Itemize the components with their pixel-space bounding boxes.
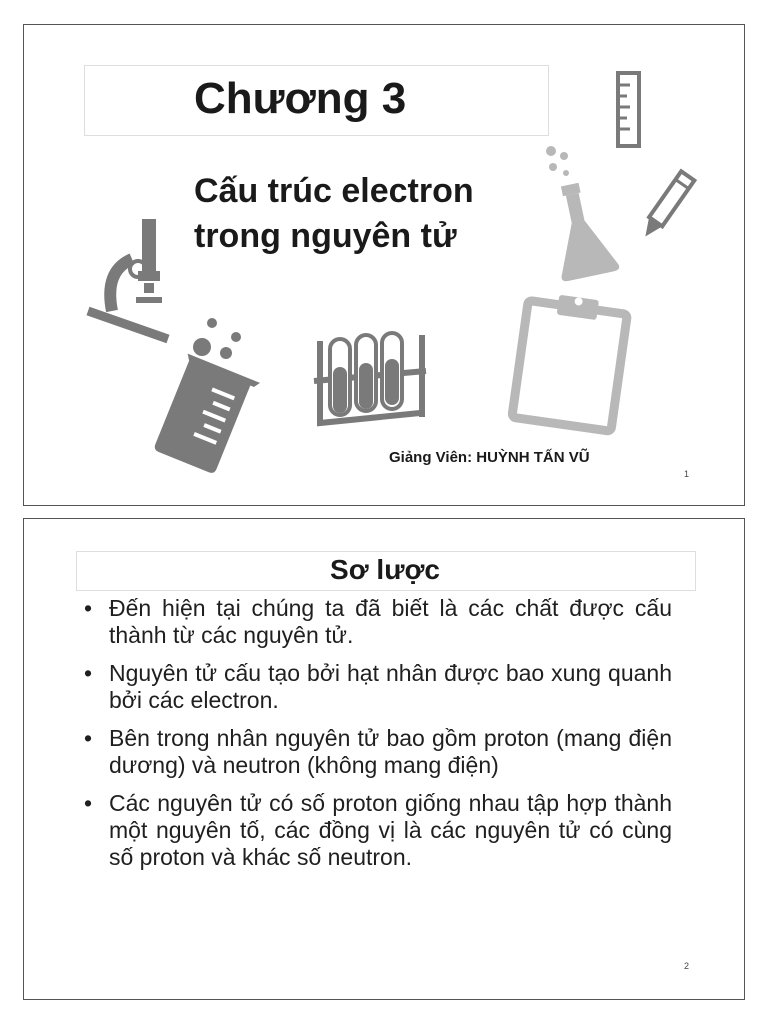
slide-title: Chương 3 [194, 74, 407, 123]
bullet-item: • Bên trong nhân nguyên tử bao gồm proton (mang điện dương) và neutron (không mang điện) [84, 725, 672, 779]
beaker-icon [136, 315, 266, 475]
page-number: 2 [683, 961, 689, 971]
ruler-icon [616, 71, 642, 149]
flask-icon [542, 143, 632, 283]
bullet-item: • Đến hiện tại chúng ta đã biết là các chất được cấu thành từ các nguyên tử. [84, 595, 672, 649]
lecturer-name: Giảng Viên: HUỲNH TẤN VŨ [389, 449, 590, 466]
pencil-icon [642, 167, 690, 247]
bullet-item: • Các nguyên tử có số proton giống nhau tập hợp thành một nguyên tố, các đồng vị là các nguyên tử có cùng số proton và khác số neutron. [84, 790, 672, 871]
bullet-list [84, 595, 672, 882]
subtitle-line-2: trong nguyên tử [194, 217, 457, 255]
slide-subtitle [194, 169, 574, 259]
slide-1 [23, 24, 745, 506]
slide-title: Sơ lược [330, 554, 440, 585]
bullet-item: • Nguyên tử cấu tạo bởi hạt nhân được bao xung quanh bởi các electron. [84, 660, 672, 714]
subtitle-line-1: Cấu trúc electron [194, 172, 474, 210]
slide-2 [23, 518, 745, 1000]
clipboard-icon [506, 293, 636, 433]
test-tube-rack-icon [310, 331, 430, 431]
page-number: 1 [683, 469, 689, 479]
